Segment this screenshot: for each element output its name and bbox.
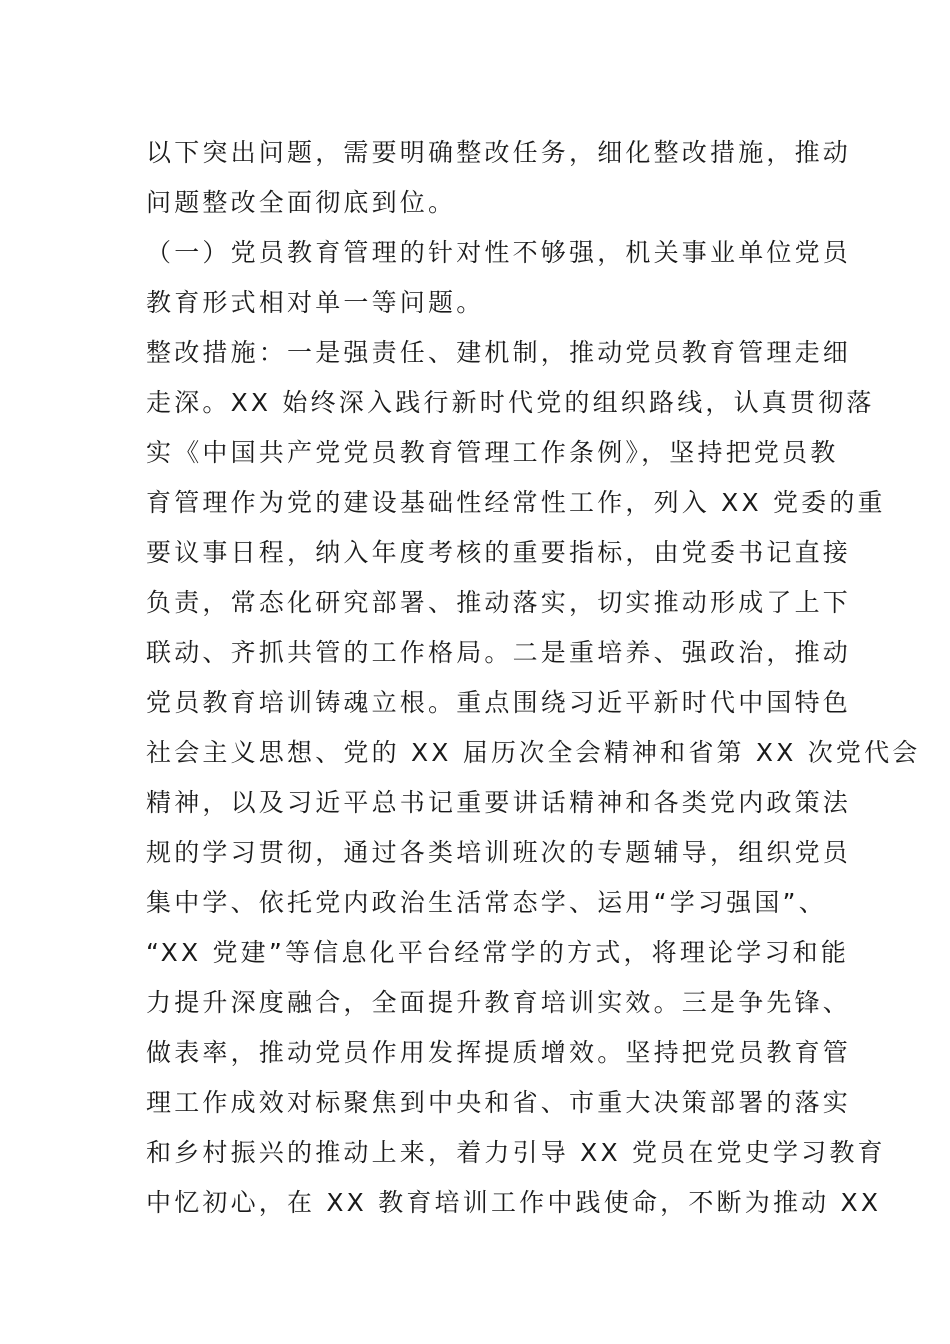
text-line: 走深。XX 始终深入践行新时代党的组织路线，认真贯彻落	[146, 388, 875, 417]
text-line: 联动、齐抓共管的工作格局。二是重培养、强政治，推动	[146, 638, 852, 667]
text-line: 社会主义思想、党的 XX 届历次全会精神和省第 XX 次党代会	[146, 738, 921, 767]
text-line: “XX 党建”等信息化平台经常学的方式，将理论学习和能	[146, 938, 850, 967]
text-line: 负责，常态化研究部署、推动落实，切实推动形成了上下	[146, 588, 852, 617]
text-line: 实《中国共产党党员教育管理工作条例》，坚持把党员教	[146, 438, 839, 467]
text-line: 理工作成效对标聚焦到中央和省、市重大决策部署的落实	[146, 1088, 852, 1117]
text-line: 中忆初心，在 XX 教育培训工作中践使命，不断为推动 XX	[146, 1188, 882, 1217]
section-heading-line: 教育形式相对单一等问题。	[146, 288, 485, 317]
text-line: 做表率，推动党员作用发挥提质增效。坚持把党员教育管	[146, 1038, 852, 1067]
text-line: 以下突出问题，需要明确整改任务，细化整改措施，推动	[146, 138, 852, 167]
text-line: 力提升深度融合，全面提升教育培训实效。三是争先锋、	[146, 988, 852, 1017]
text-line: 和乡村振兴的推动上来，着力引导 XX 党员在党史学习教育	[146, 1138, 886, 1167]
text-line: 整改措施：一是强责任、建机制，推动党员教育管理走细	[146, 338, 852, 367]
text-line: 规的学习贯彻，通过各类培训班次的专题辅导，组织党员	[146, 838, 852, 867]
section-heading-line: （一）党员教育管理的针对性不够强，机关事业单位党员	[146, 238, 852, 267]
text-line: 育管理作为党的建设基础性经常性工作，列入 XX 党委的重	[146, 488, 886, 517]
text-line: 要议事日程，纳入年度考核的重要指标，由党委书记直接	[146, 538, 852, 567]
text-line: 党员教育培训铸魂立根。重点围绕习近平新时代中国特色	[146, 688, 852, 717]
text-line: 集中学、依托党内政治生活常态学、运用“学习强国”、	[146, 888, 827, 917]
body-text	[146, 128, 921, 1228]
text-line: 精神，以及习近平总书记重要讲话精神和各类党内政策法	[146, 788, 852, 817]
text-line: 问题整改全面彻底到位。	[146, 188, 457, 217]
